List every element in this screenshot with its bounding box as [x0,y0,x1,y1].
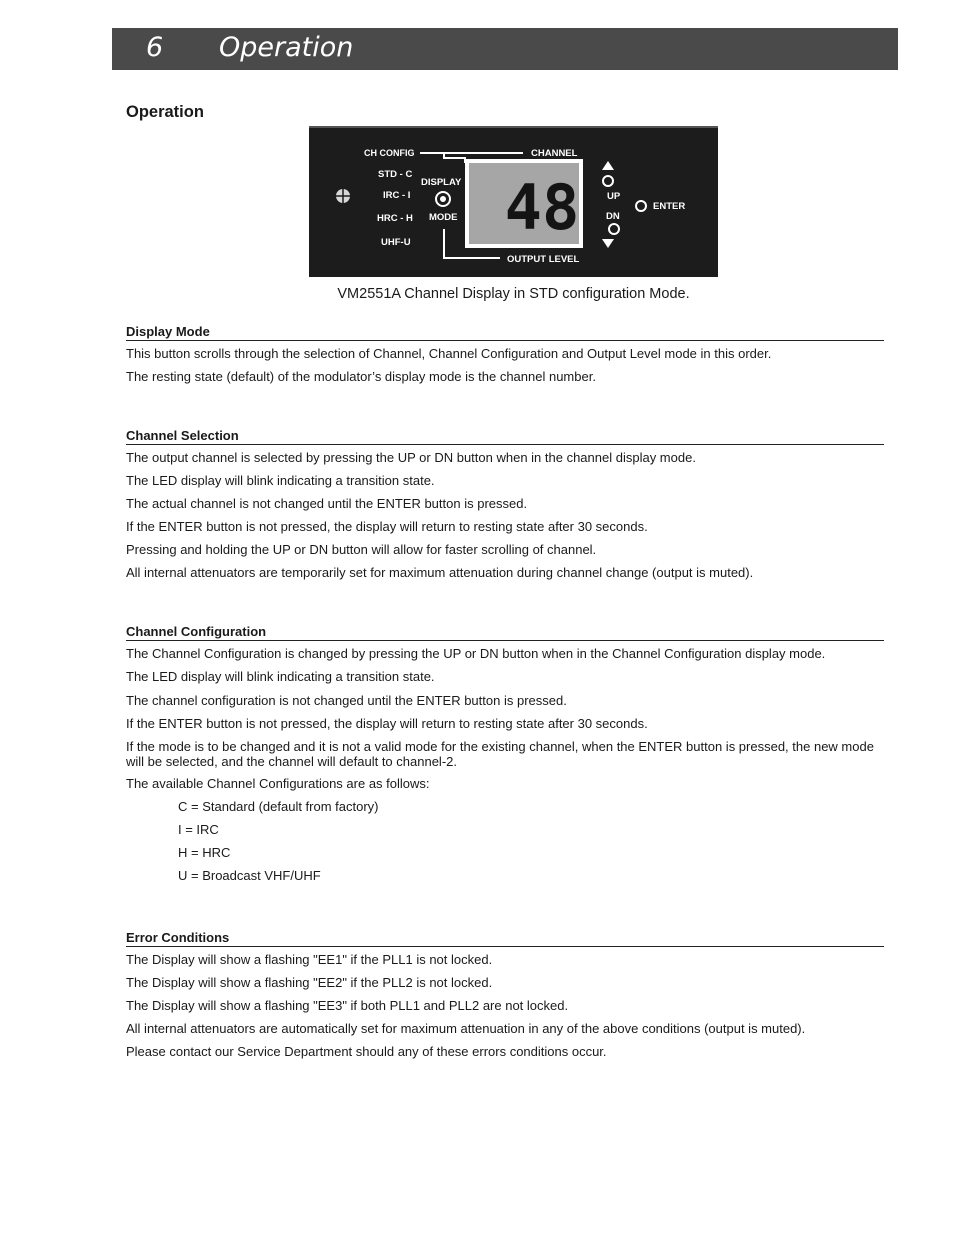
irc-i-label: IRC - I [383,190,411,201]
chapter-title: Operation [219,32,354,63]
channel-configuration-line: If the ENTER button is not pressed, the display will return to resting state after 30 seconds. [126,716,648,731]
channel-selection-line: The LED display will blink indicating a transition state. [126,473,435,488]
display-mode-line: This button scrolls through the selection of Channel, Channel Configuration and Output Level mode in this order. [126,346,772,361]
screw-icon [336,189,350,203]
error-conditions-line: The Display will show a flashing "EE3" if both PLL1 and PLL2 are not locked. [126,998,569,1013]
channel-selection-line: If the ENTER button is not pressed, the display will return to resting state after 30 seconds. [126,519,648,534]
channel-configuration-line: The channel configuration is not changed until the ENTER button is pressed. [126,693,567,708]
display-label: DISPLAY [421,177,462,188]
error-conditions-heading: Error Conditions [126,930,884,947]
figure-caption: VM2551A Channel Display in STD configuration Mode. [337,286,690,302]
channel-selection-line: Pressing and holding the UP or DN button will allow for faster scrolling of channel. [126,542,597,557]
channel-configuration-heading: Channel Configuration [126,624,884,641]
display-mode-line: The resting state (default) of the modulator’s display mode is the channel number. [126,369,596,384]
error-conditions-line: Please contact our Service Department should any of these errors conditions occur. [126,1044,607,1059]
config-option: H = HRC [178,845,231,860]
config-option: I = IRC [178,822,219,837]
output-level-label: OUTPUT LEVEL [507,254,580,265]
display-mode-section [126,324,884,385]
channel-configuration-line: The Channel Configuration is changed by pressing the UP or DN button when in the Channel Configuration display mode. [126,646,826,661]
ch-config-label: CH CONFIG [364,148,415,158]
error-conditions-line: The Display will show a flashing "EE1" if the PLL1 is not locked. [126,952,493,967]
std-c-label: STD - C [378,169,413,180]
mode-label: MODE [429,212,458,223]
channel-selection-line: All internal attenuators are temporarily set for maximum attenuation during channel change (output is muted). [126,565,754,580]
hrc-h-label: HRC - H [377,213,413,224]
chapter-header-bar [112,28,898,70]
dn-label: DN [606,211,620,222]
channel-label: CHANNEL [531,148,578,159]
channel-selection-heading: Channel Selection [126,428,884,445]
config-option: C = Standard (default from factory) [178,799,379,814]
channel-selection-line: The actual channel is not changed until the ENTER button is pressed. [126,496,528,511]
up-label: UP [607,191,621,202]
channel-configuration-line: The available Channel Configurations are as follows: [126,776,430,791]
channel-configuration-line: If the mode is to be changed and it is not a valid mode for the existing channel, when the ENTER button is pressed, the new mode will be selected, and the channel will default to channel-2. [126,739,874,769]
lcd-value: 48 [504,171,580,244]
enter-label: ENTER [653,201,686,212]
channel-selection-section [126,428,884,581]
error-conditions-line: The Display will show a flashing "EE2" if the PLL2 is not locked. [126,975,493,990]
section-title: Operation [126,103,204,121]
front-panel-figure [309,126,718,277]
display-mode-heading: Display Mode [126,324,884,341]
error-conditions-line: All internal attenuators are automatically set for maximum attenuation in any of the above conditions (output is muted). [126,1021,806,1036]
chapter-number: 6 [146,32,164,63]
error-conditions-section [126,930,884,1060]
uhf-u-label: UHF-U [381,237,411,248]
channel-selection-line: The output channel is selected by pressing the UP or DN button when in the channel display mode. [126,450,696,465]
channel-configuration-section [126,624,884,884]
config-option: U = Broadcast VHF/UHF [178,868,321,883]
channel-configuration-line: The LED display will blink indicating a transition state. [126,669,435,684]
